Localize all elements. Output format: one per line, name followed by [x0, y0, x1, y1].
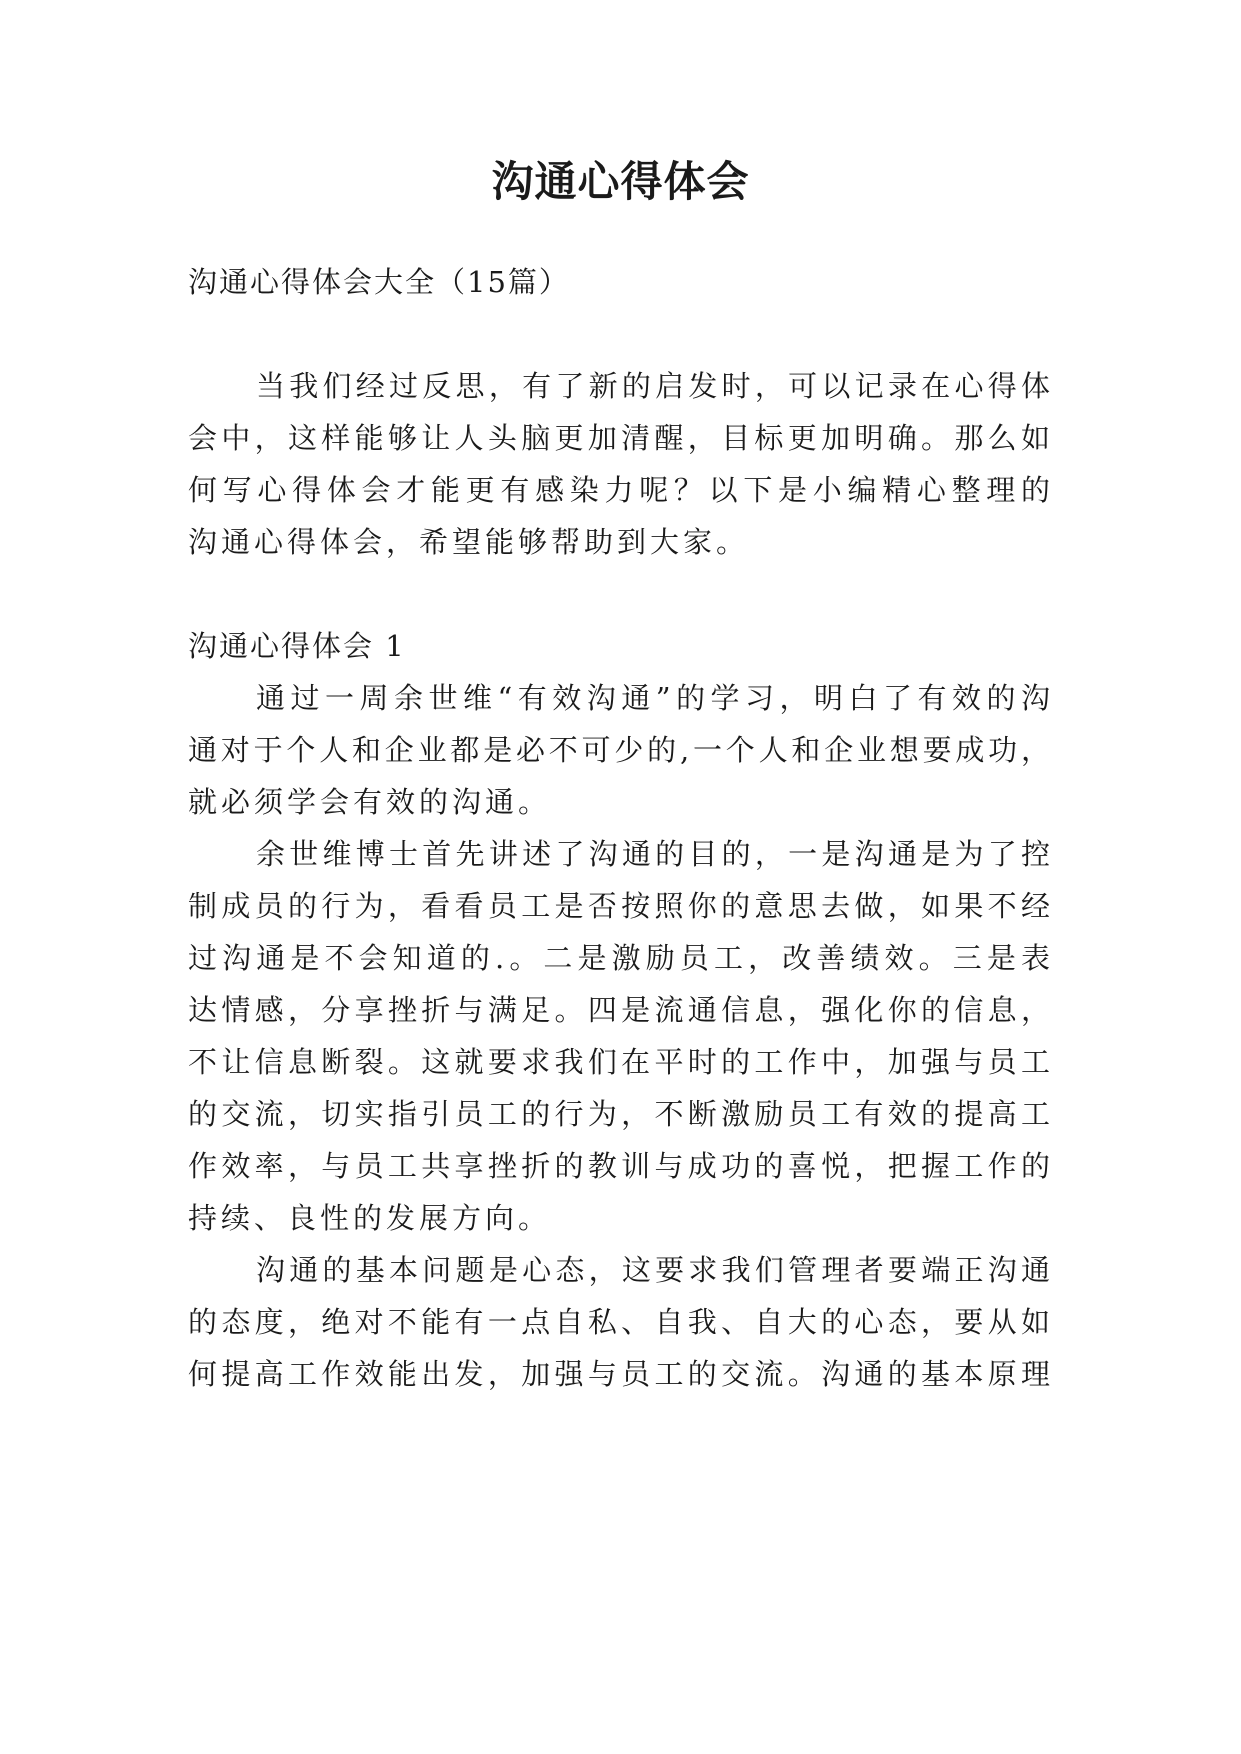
- document-subtitle: 沟通心得体会大全（15篇）: [188, 265, 570, 299]
- section-heading: 沟通心得体会 1: [188, 629, 406, 663]
- paragraph-line: 的交流，切实指引员工的行为，不断激励员工有效的提高工: [188, 1097, 1050, 1131]
- paragraph-line: 通过一周余世维“有效沟通”的学习，明白了有效的沟: [256, 681, 1050, 715]
- intro-line: 何写心得体会才能更有感染力呢？以下是小编精心整理的: [188, 473, 1050, 507]
- paragraph-line: 的态度，绝对不能有一点自私、自我、自大的心态，要从如: [188, 1305, 1050, 1339]
- paragraph-line: 通对于个人和企业都是必不可少的,一个人和企业想要成功，: [188, 733, 1050, 767]
- paragraph-line: 制成员的行为，看看员工是否按照你的意思去做，如果不经: [188, 889, 1050, 923]
- paragraph-line: 过沟通是不会知道的.。二是激励员工，改善绩效。三是表: [188, 941, 1050, 975]
- paragraph-line: 何提高工作效能出发，加强与员工的交流。沟通的基本原理: [188, 1357, 1050, 1391]
- paragraph-line: 就必须学会有效的沟通。: [188, 785, 552, 819]
- paragraph-line: 沟通的基本问题是心态，这要求我们管理者要端正沟通: [256, 1253, 1050, 1287]
- intro-line: 会中，这样能够让人头脑更加清醒，目标更加明确。那么如: [188, 421, 1050, 455]
- paragraph-line: 余世维博士首先讲述了沟通的目的，一是沟通是为了控: [256, 837, 1050, 871]
- intro-line: 沟通心得体会，希望能够帮助到大家。: [188, 525, 750, 559]
- paragraph-line: 作效率，与员工共享挫折的教训与成功的喜悦，把握工作的: [188, 1149, 1050, 1183]
- intro-line: 当我们经过反思，有了新的启发时，可以记录在心得体: [256, 369, 1050, 403]
- paragraph-line: 持续、良性的发展方向。: [188, 1201, 552, 1235]
- paragraph-line: 达情感，分享挫折与满足。四是流通信息，强化你的信息，: [188, 993, 1050, 1027]
- paragraph-line: 不让信息断裂。这就要求我们在平时的工作中，加强与员工: [188, 1045, 1050, 1079]
- document-title: 沟通心得体会: [491, 157, 750, 206]
